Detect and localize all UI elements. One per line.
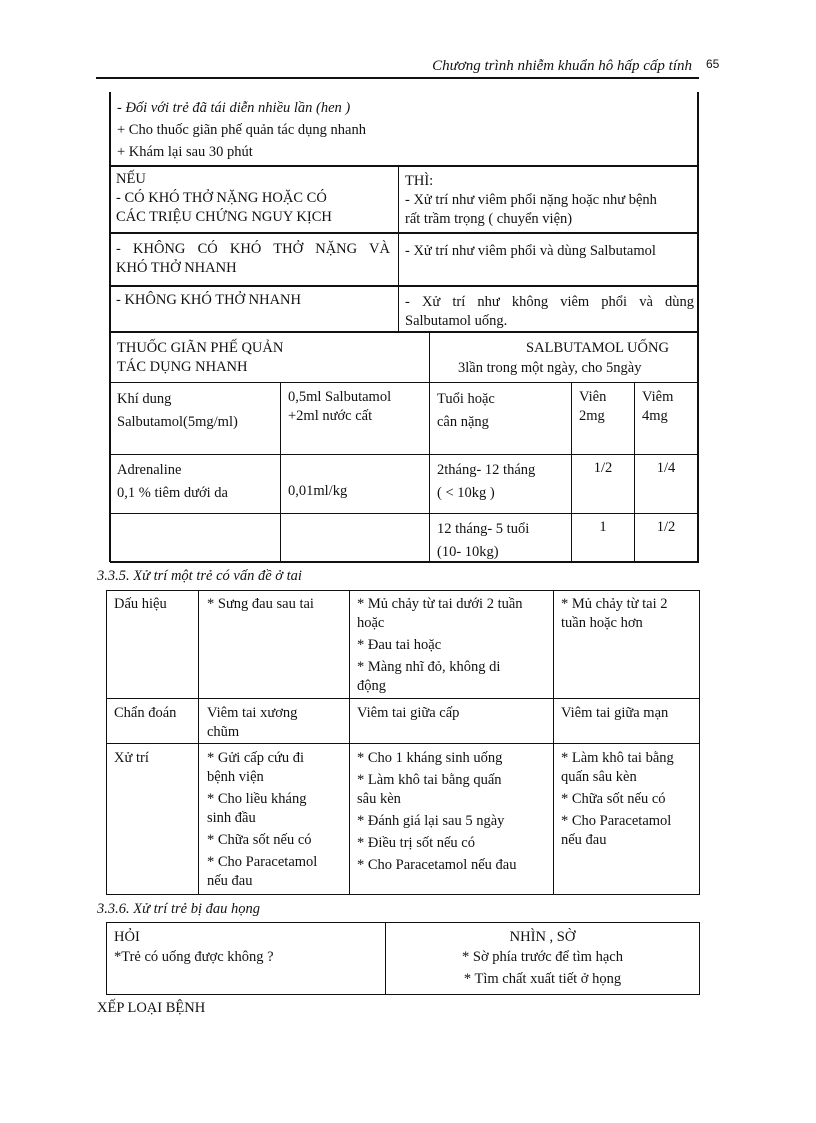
dose-2mg	[572, 459, 634, 478]
dose-4mg	[635, 459, 697, 478]
section-heading: 3.3.6. Xử trí trẻ bị đau họng	[97, 901, 260, 917]
then-cell	[405, 242, 695, 261]
cell-line: 1/4	[656, 460, 676, 476]
age-cell	[437, 518, 569, 564]
cell-line: - KHÔNG CÓ KHÓ THỞ NẶNG VÀ	[116, 241, 390, 257]
rule	[106, 894, 700, 895]
cell-line: 3lần trong một ngày, cho 5ngày	[458, 360, 642, 376]
rule	[106, 590, 700, 591]
row-label: Dấu hiệu	[114, 596, 167, 612]
cell-line: ( < 10kg )	[437, 485, 495, 501]
rule	[110, 285, 698, 287]
cell-line: 0,1 % tiêm dưới da	[117, 485, 228, 501]
cell-line: Salbutamol uống.	[405, 313, 508, 329]
nebulizer-dose	[288, 388, 428, 426]
cell-line: SALBUTAMOL UỐNG	[526, 340, 669, 356]
rule	[110, 165, 698, 167]
look-header: NHÌN , SỜ	[509, 929, 576, 945]
cell-line: 1/2	[593, 460, 613, 476]
divider	[280, 383, 281, 562]
cell-line: THÌ:	[405, 173, 434, 189]
cell-line: Adrenaline	[117, 462, 182, 478]
cell-line: * Mủ chảy từ tai 2	[561, 596, 668, 612]
rule	[110, 331, 698, 333]
divider	[349, 590, 350, 895]
treatment-cell	[207, 749, 347, 891]
rule	[106, 994, 700, 995]
treatment-cell	[561, 749, 699, 850]
cell-line: Salbutamol(5mg/ml)	[117, 414, 238, 430]
row-label: Chẩn đoán	[114, 705, 177, 721]
cell-line: - Xử trí như viêm phổi nặng hoặc như bệnh	[405, 192, 657, 208]
adrenaline-name	[117, 459, 277, 505]
tab-2mg-header	[579, 388, 633, 426]
intro-line: - Đối với trẻ đã tái diễn nhiều lần (hen )	[117, 100, 351, 116]
cell-line: sinh đầu	[207, 810, 256, 826]
rule	[110, 454, 698, 455]
divider	[398, 286, 399, 332]
cell-line: rất trầm trọng ( chuyển viện)	[405, 211, 573, 227]
if-cell	[116, 291, 396, 310]
cell-line: động	[357, 678, 386, 694]
cell-line: Viêm tai giữa cấp	[357, 705, 460, 721]
rule	[110, 513, 698, 514]
bronchodilator-title	[117, 339, 417, 377]
nebulizer-name	[117, 388, 277, 434]
treatment-cell	[357, 749, 552, 875]
cell-line: Viêm tai giữa mạn	[561, 705, 669, 721]
divider	[106, 922, 107, 995]
cell-line: - CÓ KHÓ THỞ NẶNG HOẶC CÓ	[116, 190, 327, 206]
classification-heading: XẾP LOẠI BỆNH	[97, 1000, 206, 1016]
cell-line: * Làm khô tai bằng	[561, 750, 674, 766]
cell-line: * Sưng đau sau tai	[207, 596, 314, 612]
cell-line: * Đau tai hoặc	[357, 637, 442, 653]
sign-cell	[357, 595, 552, 696]
cell-line: nếu đau	[561, 832, 607, 848]
rule	[110, 561, 699, 563]
intro-line: + Khám lại sau 30 phút	[117, 144, 253, 160]
cell-line: Viêm tai xương	[207, 705, 298, 721]
cell-line: quấn sâu kèn	[561, 769, 637, 785]
divider	[553, 590, 554, 895]
intro-line: + Cho thuốc giãn phế quản tác dụng nhanh	[117, 122, 366, 138]
cell-line: +2ml nước cất	[288, 408, 373, 424]
cell-line: tuần hoặc hơn	[561, 615, 643, 631]
rule	[106, 922, 700, 923]
cell-line: Khí dung	[117, 391, 172, 407]
cell-line: * Cho Paracetamol nếu đau	[357, 857, 517, 873]
diagnosis-cell	[207, 704, 347, 742]
cell-line: THUỐC GIÃN PHẾ QUẢN	[117, 340, 284, 356]
border	[697, 92, 699, 562]
cell-line: * Cho Paracetamol	[207, 854, 318, 870]
cell-line: - KHÔNG KHÓ THỞ NHANH	[116, 292, 301, 308]
cell-line: * Chữa sốt nếu có	[561, 791, 666, 807]
salbutamol-subtitle	[458, 359, 698, 378]
if-cell	[116, 170, 396, 227]
cell-line: * Cho Paracetamol	[561, 813, 672, 829]
cell-line: 2tháng- 12 tháng	[437, 462, 536, 478]
cell-line: Viêm	[642, 389, 674, 405]
rule	[110, 382, 698, 383]
row-label: Xử trí	[114, 750, 149, 766]
tab-4mg-header	[642, 388, 696, 426]
cell-line: 0,5ml Salbutamol	[288, 389, 392, 405]
look-item: * Tìm chất xuất tiết ở họng	[463, 971, 622, 987]
cell-line: 12 tháng- 5 tuổi	[437, 521, 530, 537]
cell-line: nếu đau	[207, 873, 253, 889]
cell-line: hoặc	[357, 615, 385, 631]
divider	[699, 922, 700, 995]
cell-line: 0,01ml/kg	[288, 483, 348, 499]
section-heading: 3.3.5. Xử trí một trẻ có vấn đề ở tai	[97, 568, 302, 584]
rule	[110, 232, 698, 234]
cell-line: TÁC DỤNG NHANH	[117, 359, 248, 375]
cell-line: NẾU	[116, 171, 146, 187]
cell-line: 4mg	[642, 408, 668, 424]
age-cell	[437, 459, 569, 505]
header-rule	[96, 77, 699, 79]
divider	[398, 233, 399, 286]
cell-line: * Mủ chảy từ tai dưới 2 tuần	[357, 596, 523, 612]
cell-line: * Làm khô tai bằng quấn	[357, 772, 502, 788]
sign-cell	[561, 595, 699, 633]
cell-line: KHÓ THỞ NHANH	[116, 260, 237, 276]
rule	[106, 698, 700, 699]
adrenaline-dose	[288, 482, 428, 501]
divider	[429, 332, 430, 562]
if-cell	[116, 240, 390, 259]
divider	[699, 590, 700, 895]
cell-line: * Đánh giá lại sau 5 ngày	[357, 813, 505, 829]
cell-line: * Gửi cấp cứu đi	[207, 750, 305, 766]
cell-line: * Cho liều kháng	[207, 791, 307, 807]
cell-line: CÁC TRIỆU CHỨNG NGUY KỊCH	[116, 209, 332, 225]
cell-line: (10- 10kg)	[437, 544, 499, 560]
then-cell	[405, 293, 694, 312]
divider	[106, 590, 107, 895]
divider	[198, 590, 199, 895]
cell-line: Tuổi hoặc	[437, 391, 495, 407]
sign-cell	[207, 595, 347, 614]
diagnosis-cell	[357, 704, 552, 723]
diagnosis-cell	[561, 704, 699, 723]
page-header	[96, 56, 720, 78]
dose-4mg	[635, 518, 697, 537]
dose-2mg	[572, 518, 634, 537]
then-cell	[405, 312, 694, 331]
cell-line: bệnh viện	[207, 769, 264, 785]
cell-line: - Xử trí như viêm phổi và dùng Salbutamol	[405, 243, 656, 259]
cell-line: 2mg	[579, 408, 605, 424]
divider	[398, 166, 399, 232]
if-cell	[116, 259, 390, 278]
running-title: Chương trình nhiễm khuẩn hô hấp cấp tính	[432, 58, 692, 74]
then-cell	[405, 172, 695, 229]
age-header	[437, 388, 567, 434]
cell-line: * Cho 1 kháng sinh uống	[357, 750, 503, 766]
cell-line: cân nặng	[437, 414, 489, 430]
cell-line: * Chữa sốt nếu có	[207, 832, 312, 848]
ask-header: HỎI	[114, 929, 140, 945]
page-number: 65	[706, 57, 720, 71]
cell-line: 1	[599, 519, 607, 535]
cell-line: 1/2	[656, 519, 676, 535]
rule	[106, 743, 700, 744]
ask-item: *Trẻ có uống được không ?	[114, 949, 274, 965]
look-item: * Sờ phía trước để tìm hạch	[462, 949, 623, 965]
cell-line: - Xử trí như không viêm phổi và dùng	[405, 294, 694, 310]
border	[109, 92, 111, 562]
cell-line: chũm	[207, 724, 240, 740]
cell-line: * Màng nhĩ đỏ, không di	[357, 659, 501, 675]
cell-line: * Điều trị sốt nếu có	[357, 835, 475, 851]
cell-line: sâu kèn	[357, 791, 401, 807]
salbutamol-title	[500, 339, 695, 358]
cell-line: Viên	[579, 389, 607, 405]
